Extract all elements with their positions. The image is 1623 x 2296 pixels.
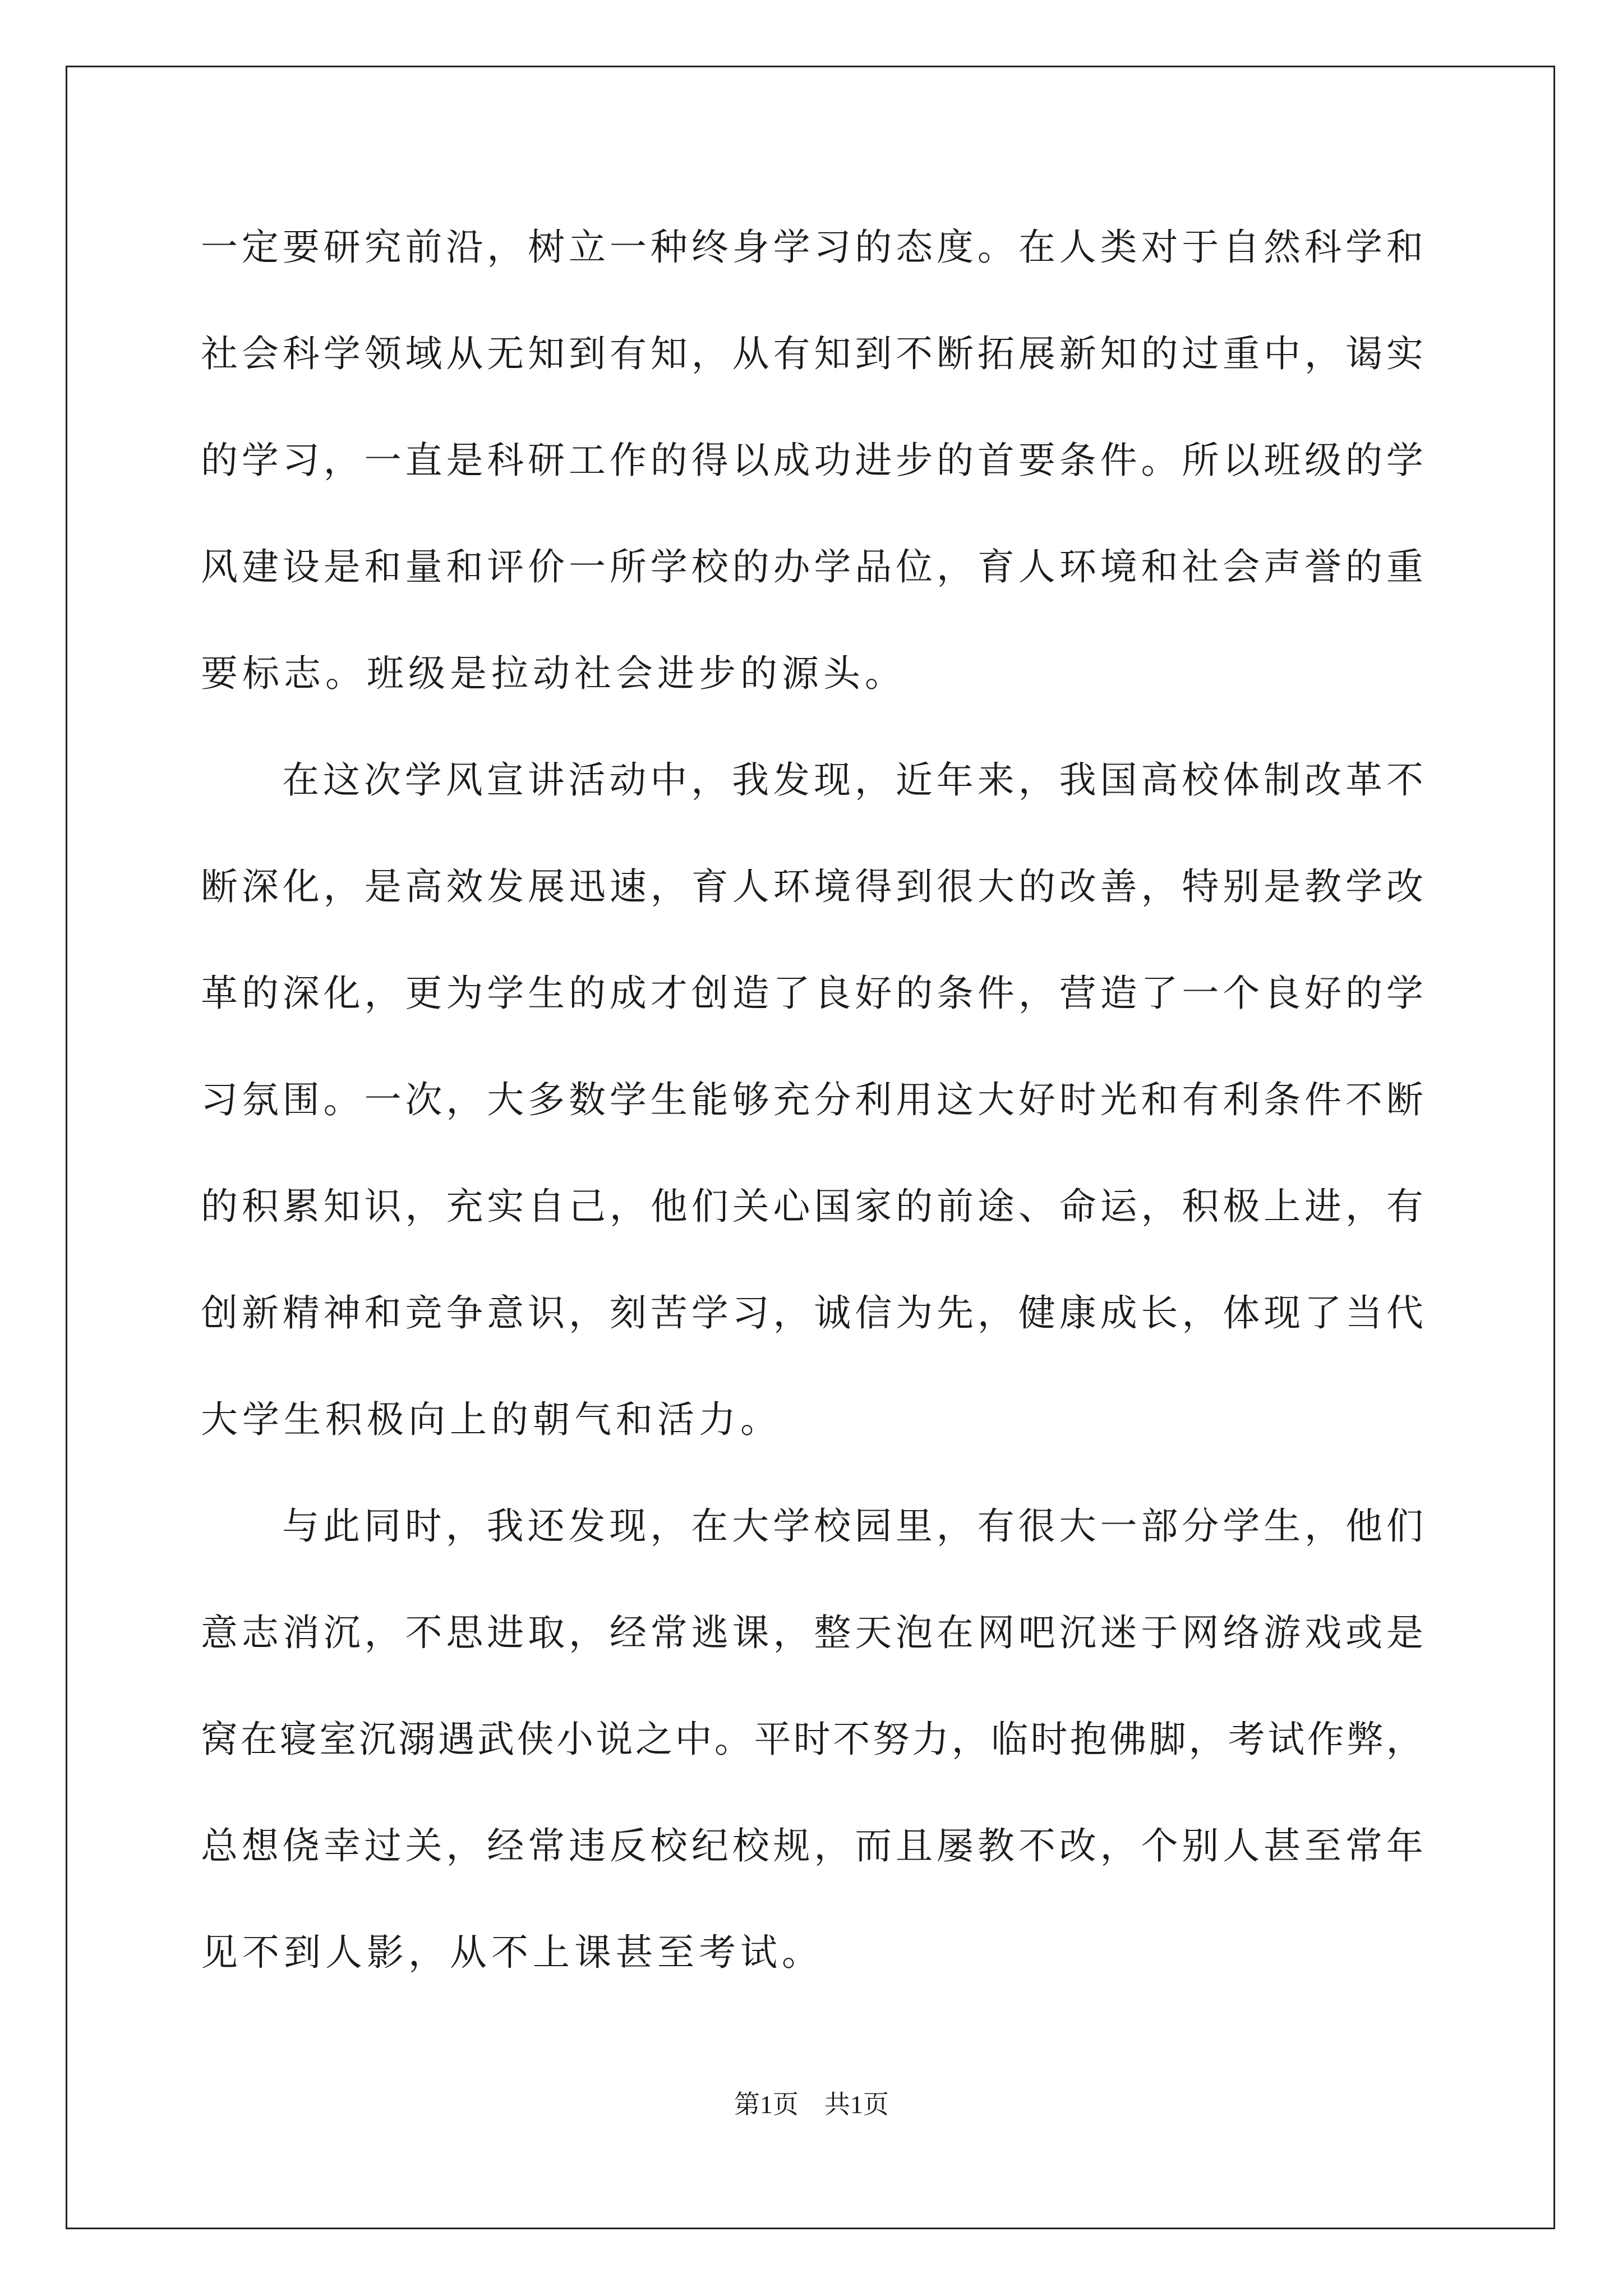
document-body <box>201 211 1423 2023</box>
page-number-label: 第1页 共1页 <box>734 2090 889 2119</box>
text-line: 与 此 同 时 ， 我 还 发 现 ， 在 大 学 校 园 里 ， 有 很 大 一 部 分 学 生 ， 他 们 <box>282 1504 1423 1548</box>
text-line: 总 想 侥 幸 过 关 ， 经 常 违 反 校 纪 校 规 ， 而 且 屡 教 不 改 ， 个 别 人 甚 至 常 年 <box>201 1824 1423 1867</box>
text-line: 一 定 要 研 究 前 沿 ， 树 立 一 种 终 身 学 习 的 态 度 。 在 人 类 对 于 自 然 科 学 和 <box>201 226 1423 269</box>
text-line: 习 氛 围 。 一 次 ， 大 多 数 学 生 能 够 充 分 利 用 这 大 好 时 光 和 有 利 条 件 不 断 <box>201 1078 1423 1121</box>
text-line: 创 新 精 神 和 竞 争 意 识 ， 刻 苦 学 习 ， 诚 信 为 先 ， 健 康 成 长 ， 体 现 了 当 代 <box>201 1291 1423 1335</box>
text-line: 大学生积极向上的朝气和活力。 <box>201 1398 782 1441</box>
text-line: 要标志。班级是拉动社会进步的源头。 <box>201 652 906 695</box>
text-line: 见不到人影，从不上课甚至考试。 <box>201 1931 823 1974</box>
text-line: 风 建 设 是 和 量 和 评 价 一 所 学 校 的 办 学 品 位 ， 育 人 环 境 和 社 会 声 誉 的 重 <box>201 545 1423 588</box>
text-line: 意 志 消 沉 ， 不 思 进 取 ， 经 常 逃 课 ， 整 天 泡 在 网 吧 沉 迷 于 网 络 游 戏 或 是 <box>201 1611 1423 1654</box>
text-line: 窝 在 寝 室 沉 溺 遇 武 侠 小 说 之 中 。 平 时 不 努 力 ， 临 时 抱 佛 脚 ， 考 试 作 弊 ， <box>201 1718 1423 1761</box>
text-line: 的 学 习 ， 一 直 是 科 研 工 作 的 得 以 成 功 进 步 的 首 要 条 件 。 所 以 班 级 的 学 <box>201 439 1423 482</box>
text-line: 断 深 化 ， 是 高 效 发 展 迅 速 ， 育 人 环 境 得 到 很 大 的 改 善 ， 特 别 是 教 学 改 <box>201 865 1423 908</box>
text-line: 在 这 次 学 风 宣 讲 活 动 中 ， 我 发 现 ， 近 年 来 ， 我 国 高 校 体 制 改 革 不 <box>282 758 1423 802</box>
page-footer <box>0 2088 1623 2122</box>
text-line: 社 会 科 学 领 域 从 无 知 到 有 知 ， 从 有 知 到 不 断 拓 展 新 知 的 过 重 中 ， 谒 实 <box>201 332 1423 375</box>
text-line: 革 的 深 化 ， 更 为 学 生 的 成 才 创 造 了 良 好 的 条 件 ， 营 造 了 一 个 良 好 的 学 <box>201 972 1423 1015</box>
text-line: 的 积 累 知 识 ， 充 实 自 己 ， 他 们 关 心 国 家 的 前 途 、 命 运 ， 积 极 上 进 ， 有 <box>201 1185 1423 1228</box>
